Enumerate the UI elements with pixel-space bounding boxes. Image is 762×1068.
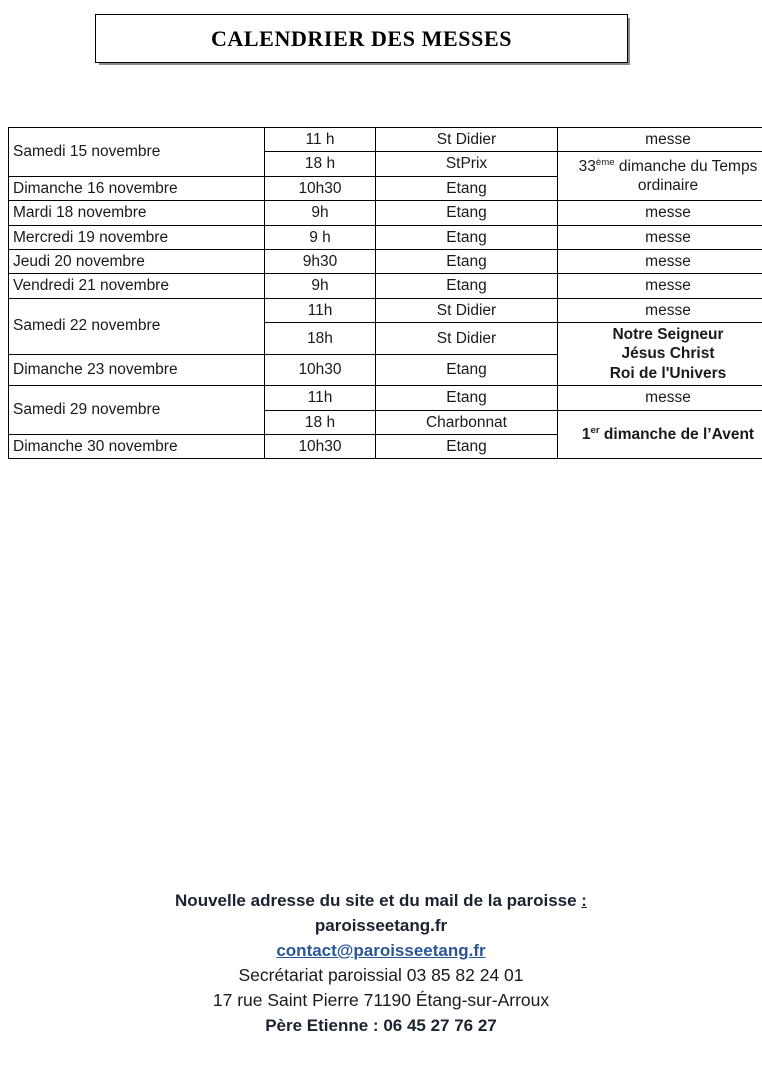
cell-time: 11h	[265, 386, 376, 410]
cell-celebration: 1er dimanche de l’Avent	[558, 410, 762, 459]
mass-schedule-table	[8, 127, 762, 459]
cell-time: 9h30	[265, 249, 376, 273]
cell-place: Charbonnat	[376, 410, 558, 434]
cell-celebration: messe	[558, 201, 762, 225]
cell-date: Vendredi 21 novembre	[9, 274, 265, 298]
cell-time: 10h30	[265, 176, 376, 200]
cell-celebration: messe	[558, 298, 762, 322]
cell-place: St Didier	[376, 298, 558, 322]
mass-schedule-body	[9, 128, 762, 459]
cell-celebration: messe	[558, 274, 762, 298]
cell-date: Samedi 22 novembre	[9, 298, 265, 354]
cell-celebration: 33ème dimanche du Temps ordinaire	[558, 152, 762, 201]
cell-celebration: messe	[558, 128, 762, 152]
cell-celebration: messe	[558, 249, 762, 273]
cell-date: Dimanche 16 novembre	[9, 176, 265, 200]
cell-place: Etang	[376, 434, 558, 458]
cell-time: 11h	[265, 298, 376, 322]
cell-celebration: messe	[558, 225, 762, 249]
footer-colon: :	[581, 891, 587, 910]
cell-date: Samedi 15 novembre	[9, 128, 265, 177]
cell-time: 9 h	[265, 225, 376, 249]
cell-place: Etang	[376, 249, 558, 273]
table-row	[9, 274, 762, 298]
cell-place: Etang	[376, 354, 558, 386]
cell-time: 10h30	[265, 354, 376, 386]
cell-place: Etang	[376, 201, 558, 225]
footer-secretariat: Secrétariat paroissial 03 85 82 24 01	[238, 965, 524, 985]
page-title: CALENDRIER DES MESSES	[210, 25, 513, 51]
cell-celebration: Notre Seigneur Jésus Christ Roi de l'Univers	[558, 323, 762, 386]
cell-date: Jeudi 20 novembre	[9, 249, 265, 273]
cell-time: 18 h	[265, 410, 376, 434]
table-row	[9, 128, 762, 152]
footer-address: 17 rue Saint Pierre 71190 Étang-sur-Arroux	[212, 990, 550, 1010]
table-row	[9, 249, 762, 273]
parish-contact-footer	[0, 888, 762, 1038]
cell-date: Samedi 29 novembre	[9, 386, 265, 435]
footer-email-line	[0, 938, 762, 963]
cell-place: StPrix	[376, 152, 558, 176]
cell-place: Etang	[376, 176, 558, 200]
footer-new-address-line	[0, 888, 762, 913]
cell-time: 11 h	[265, 128, 376, 152]
cell-celebration: messe	[558, 386, 762, 410]
cell-time: 9h	[265, 274, 376, 298]
cell-place: St Didier	[376, 128, 558, 152]
footer-new-address-text: Nouvelle adresse du site et du mail de la paroisse	[175, 891, 582, 910]
table-row	[9, 298, 762, 322]
cell-date: Dimanche 23 novembre	[9, 354, 265, 386]
title-banner	[95, 14, 628, 63]
cell-place: Etang	[376, 386, 558, 410]
cell-time: 18h	[265, 323, 376, 355]
cell-date: Dimanche 30 novembre	[9, 434, 265, 458]
footer-website: paroisseetang.fr	[314, 916, 448, 935]
cell-date: Mardi 18 novembre	[9, 201, 265, 225]
cell-place: St Didier	[376, 323, 558, 355]
table-row	[9, 201, 762, 225]
cell-date: Mercredi 19 novembre	[9, 225, 265, 249]
table-row	[9, 225, 762, 249]
cell-time: 9h	[265, 201, 376, 225]
footer-email-link[interactable]: contact@paroisseetang.fr	[276, 941, 486, 960]
cell-time: 10h30	[265, 434, 376, 458]
cell-time: 18 h	[265, 152, 376, 176]
footer-priest-contact: Père Etienne : 06 45 27 76 27	[265, 1016, 497, 1035]
cell-place: Etang	[376, 274, 558, 298]
cell-place: Etang	[376, 225, 558, 249]
table-row	[9, 386, 762, 410]
